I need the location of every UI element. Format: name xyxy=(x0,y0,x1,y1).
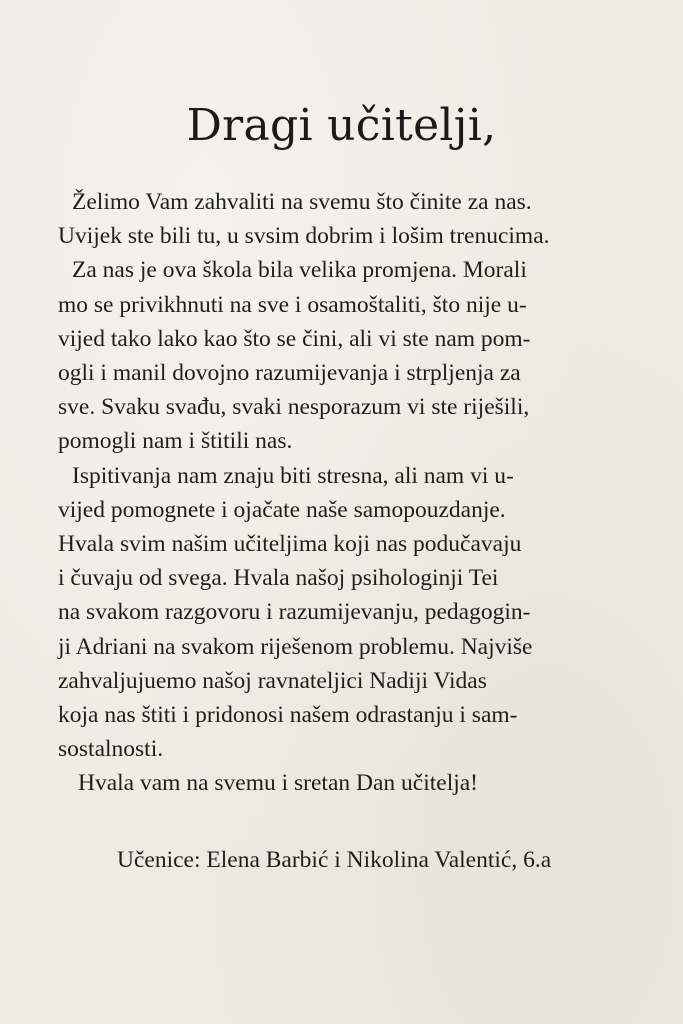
text-line: koja nas štiti i pridonosi našem odrastanju i sam- xyxy=(58,702,518,729)
text-line: na svakom razgovoru i razumijevanju, pedagogin- xyxy=(58,599,531,626)
text-line: mo se privikhnuti na sve i osamoštaliti, što nije u- xyxy=(58,291,527,318)
text-line: ji Adriani na svakom riješenom problemu. Najviše xyxy=(58,633,533,660)
text-line: Uvijek ste bili tu, u svsim dobrim i lošim trenucima. xyxy=(58,223,550,250)
text-line: Hvala svim našim učiteljima koji nas podučavaju xyxy=(58,531,522,558)
text-line: Za nas je ova škola bila velika promjena. Morali xyxy=(72,257,527,284)
text-line: sostalnosti. xyxy=(58,736,164,763)
text-line: vijed pomognete i ojačate naše samopouzdanje. xyxy=(58,496,506,523)
text-line: pomogli nam i štitili nas. xyxy=(58,428,293,455)
text-line: Hvala vam na svemu i sretan Dan učitelja! xyxy=(78,770,479,797)
text-line: vijed tako lako kao što se čini, ali vi ste nam pom- xyxy=(58,325,531,352)
letter-title: Dragi učitelji, xyxy=(186,100,497,151)
text-line: ogli i manil dovojno razumijevanja i strpljenja za xyxy=(58,360,521,387)
text-line: i čuvaju od svega. Hvala našoj psihologinji Tei xyxy=(58,565,499,592)
letter-body xyxy=(58,185,638,801)
text-line: Želimo Vam zahvaliti na svemu što činite za nas. xyxy=(72,189,532,215)
text-line: zahvaljujuemo našoj ravnateljici Nadiji Vidas xyxy=(58,667,487,694)
signature: Učenice: Elena Barbić i Nikolina Valentić, 6.a xyxy=(117,847,552,873)
text-line: Ispitivanja nam znaju biti stresna, ali nam vi u- xyxy=(72,462,514,489)
text-line: sve. Svaku svađu, svaki nesporazum vi ste riješili, xyxy=(58,394,530,421)
